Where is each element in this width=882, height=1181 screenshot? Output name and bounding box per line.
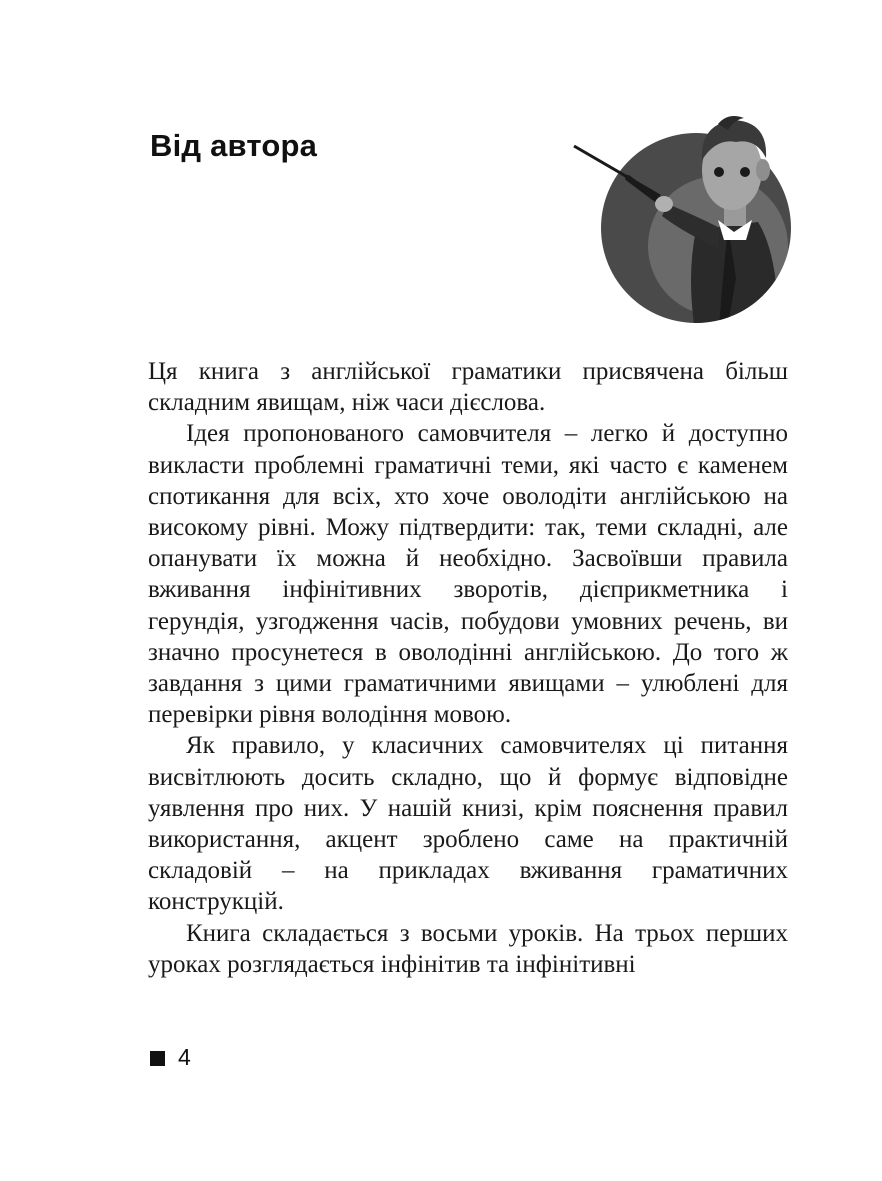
paragraph: Ідея пропонованого самовчителя – легко й доступно викласти проблемні граматичні теми, які часто є каменем спотикання для всіх, хто хоче оволодіти англійською на високому рівні. Можу підтвердити: так, теми складні, але опанувати їх можна й необхідно. Засвоївши правила вживання інфінітивних зворотів, дієприкметника і герундія, узгодження часів, побудови умовних речень, ви значно просунетеся в оволодінні англійською. До того ж завдання з цими граматичними явищами – улюблені для перевірки рівня володіння мовою. [148,420,788,729]
paragraph: Книга складається з восьми уроків. На трьох перших уроках розглядається інфінітив та інфінітивні [148,919,788,978]
teacher-with-pointer-icon [568,108,800,338]
page-number: 4 [178,1044,191,1070]
body-text [148,356,788,980]
page-marker-square [150,1051,165,1066]
paragraph: Ця книга з англійської граматики присвячена більш складним явищам, ніж часи дієслова. [148,358,788,417]
paragraph: Як правило, у класичних самовчителях ці питання висвітлюють досить складно, що й формує відповідне уявлення про них. У нашій книзі, крім пояснення правил використання, акцент зроблено саме на практичній складовій – на прикладах вживання граматичних конструкцій. [148,732,788,916]
page-title: Від автора [150,128,318,163]
